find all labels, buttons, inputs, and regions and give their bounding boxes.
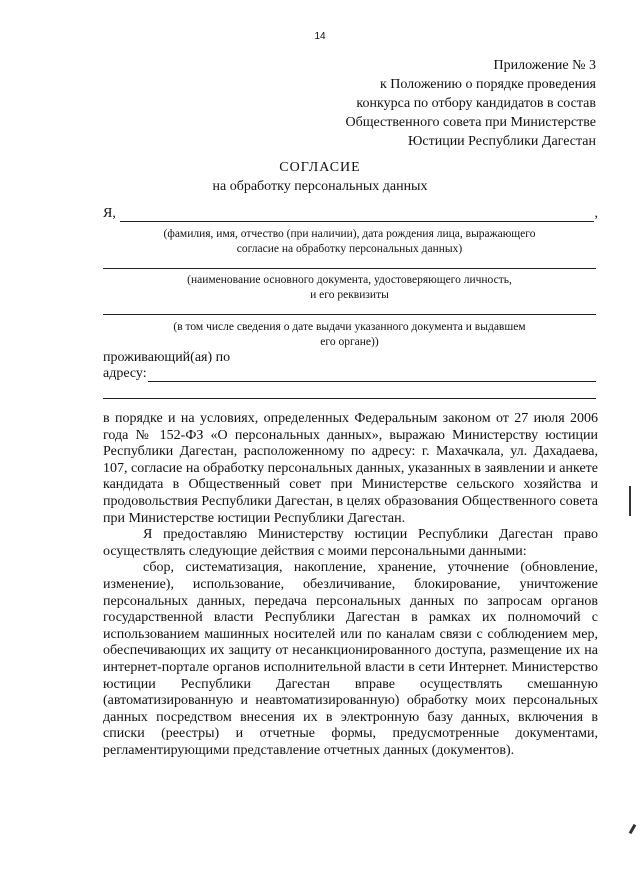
document-blank-line[interactable] — [103, 268, 596, 269]
ya-label: Я, — [103, 206, 116, 221]
document-hint-line: (наименование основного документа, удостоверяющего личность, — [187, 274, 512, 286]
address-blank-line-2[interactable] — [103, 398, 596, 399]
title-sub: на обработку персональных данных — [212, 179, 428, 194]
page-number: 14 — [314, 31, 326, 42]
issue-hint — [103, 320, 596, 350]
paragraph-1: в порядке и на условиях, определенных Федеральным законом от 27 июля 2006 года № 152-ФЗ «О персональных данных», выражаю Министерству юстиции Республики Дагестан, расположенному по адресу: г. Махачкала, ул. Дахадаева, 107, согласие на обработку персональных данных, указанных в заявлении и анкете кандидата в Общественный совет при Министерстве сельского хозяйства и продовольствия Республики Дагестан, в целях образования Общественного совета при Министерстве юстиции Республики Дагестан. — [103, 411, 598, 526]
document-title — [0, 158, 640, 196]
issue-hint-line: его органе)) — [320, 336, 379, 348]
address-field[interactable] — [103, 366, 596, 382]
address-label: адресу: — [103, 366, 147, 381]
fio-hint — [103, 227, 596, 257]
residing-label: проживающий(ая) по — [103, 350, 231, 365]
appendix-header — [345, 56, 596, 151]
appendix-line: Юстиции Республики Дагестан — [407, 134, 596, 149]
paragraph-2: Я предоставляю Министерству юстиции Республики Дагестан право осуществлять следующие действия с моими персональными данными: — [103, 527, 598, 559]
fio-hint-line: согласие на обработку персональных данных) — [236, 243, 463, 255]
document-hint-line: и его реквизиты — [310, 289, 389, 301]
scan-mark — [629, 824, 637, 834]
appendix-line: Общественного совета при Министерстве — [345, 115, 596, 130]
document-hint — [103, 273, 596, 303]
appendix-line: конкурса по отбору кандидатов в состав — [356, 96, 596, 111]
scan-mark — [629, 486, 631, 516]
fio-field[interactable] — [103, 206, 598, 222]
issue-blank-line[interactable] — [103, 314, 596, 315]
fio-hint-line: (фамилия, имя, отчество (при наличии), дата рождения лица, выражающего — [163, 228, 536, 240]
fio-comma: , — [594, 206, 598, 221]
appendix-line: к Положению о порядке проведения — [379, 77, 596, 92]
consent-body — [103, 411, 598, 759]
title-main: СОГЛАСИЕ — [279, 160, 361, 175]
issue-hint-line: (в том числе сведения о дате выдачи указанного документа и выдавшем — [173, 321, 526, 333]
paragraph-3: сбор, систематизация, накопление, хранение, уточнение (обновление, изменение), использование, обезличивание, блокирование, уничтожение персональных данных, передача персональных данных по запросам органов государственной власти Республики Дагестан в рамках их полномочий с использованием машинных носителей или по каналам связи с соблюдением мер, обеспечивающих их защиту от несанкционированного доступа, размещение их на интернет-портале органов исполнительной власти в сети Интернет. Министерство юстиции Республики Дагестан вправе осуществлять смешанную (автоматизированную и неавтоматизированную) обработку моих персональных данных посредством внесения их в электронную базу данных, включения в списки (реестры) и отчетные формы, предусмотренные документами, регламентирующими представление отчетных данных (документов). — [103, 560, 598, 758]
address-blank-line[interactable] — [148, 367, 596, 382]
fio-blank-line[interactable] — [120, 207, 594, 222]
appendix-line: Приложение № 3 — [493, 58, 596, 73]
